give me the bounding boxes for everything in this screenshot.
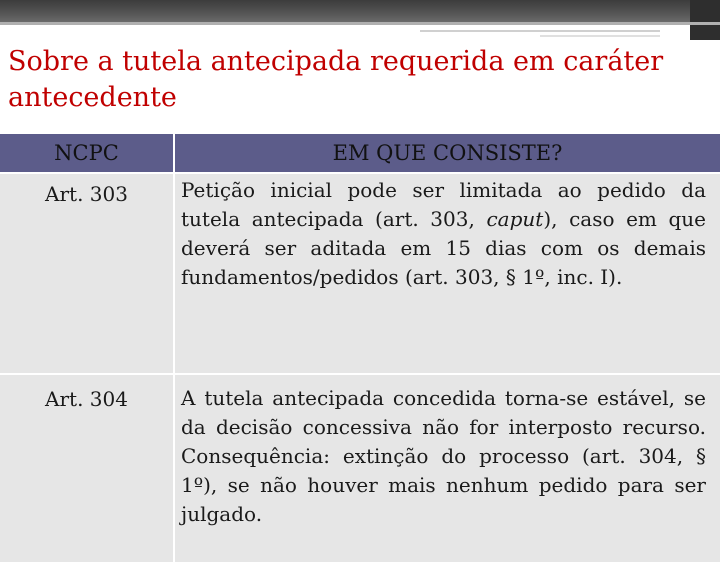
- description-text-part2: ), caso em que deverá ser aditada em 15 dias com os demais fundamentos/pedidos (art. 303, § 1º, inc. I).: [181, 207, 707, 289]
- description-cell: [174, 173, 720, 374]
- table-row: [0, 374, 720, 562]
- header-ncpc: NCPC: [0, 134, 174, 173]
- article-label: Art. 303: [45, 182, 128, 206]
- comparison-table: [0, 134, 720, 562]
- description-cell: A tutela antecipada concedida torna-se estável, se da decisão concessiva não for interposto recurso. Consequência: extinção do processo (art. 304, § 1º), se não houver mais nenhum pedido para ser julgado.: [174, 374, 720, 562]
- description-caput: caput: [486, 207, 544, 231]
- slide-title: Sobre a tutela antecipada requerida em caráter antecedente: [8, 46, 664, 113]
- decorative-lines: [0, 22, 720, 40]
- description-text-part1: Petição inicial pode ser limitada ao pedido da tutela antecipada (art. 303,: [181, 178, 706, 231]
- top-decorative-band: [0, 0, 720, 22]
- table-header-row: [0, 134, 720, 173]
- article-cell: [0, 173, 174, 374]
- header-em-que-consiste: EM QUE CONSISTE?: [174, 134, 720, 173]
- article-cell: [0, 374, 174, 562]
- table-row: [0, 173, 720, 374]
- article-label: Art. 304: [45, 387, 128, 411]
